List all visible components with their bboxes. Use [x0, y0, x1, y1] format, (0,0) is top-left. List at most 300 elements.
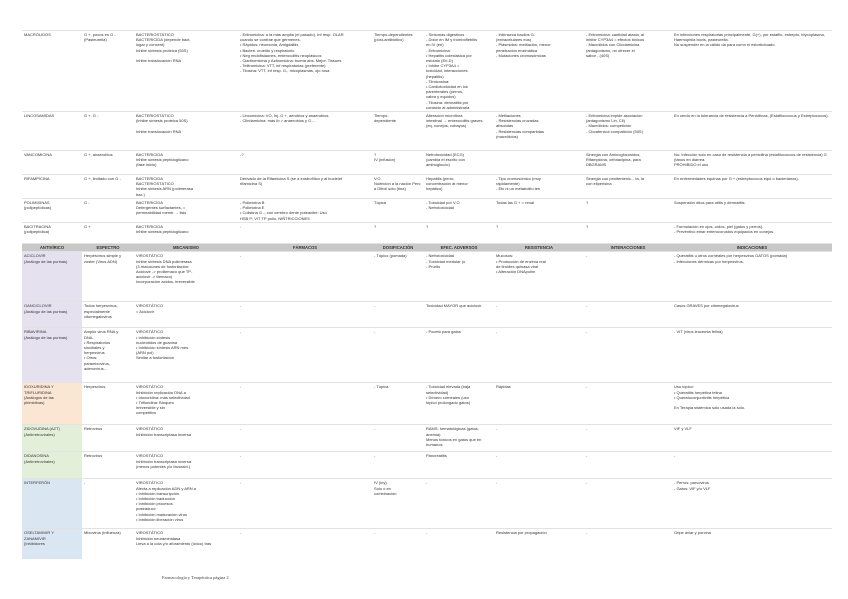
cell-line: -	[240, 303, 242, 309]
cell-dosing	[372, 452, 424, 479]
cell-interactions	[584, 328, 672, 383]
table-row	[22, 479, 832, 529]
cell-drugs	[238, 383, 372, 425]
cell-line: Resistencia por propagación	[496, 530, 547, 536]
cell-line: - Tilmicosina:	[426, 78, 450, 84]
cell-line: Herpesvirus	[84, 384, 106, 390]
cell-interactions	[584, 383, 672, 425]
cell-line: En infecciones respiratorias principalmente, G(+), por estafilo, estrepto, Mycoplasma, Haemophila bovis, pasteurella.	[674, 32, 825, 43]
cell-line: - Macrólidos: competición	[586, 123, 632, 129]
cell-line: -	[496, 426, 498, 432]
cell-dosing	[372, 112, 424, 151]
cell-line: - Nefrotoxicidad	[426, 205, 455, 211]
cell-line: (hepatitis)	[426, 73, 444, 79]
cell-line: paramixovirus,	[84, 360, 111, 366]
cell-line: VIROSTÁTICO	[136, 253, 164, 259]
cell-line: BACTERICIDA	[136, 200, 163, 206]
cell-drug-name	[22, 383, 82, 425]
cell-line: -	[240, 253, 242, 259]
cell-line: rápidamente)	[496, 181, 520, 187]
cell-dosing	[372, 175, 424, 199]
cell-drugs	[238, 175, 372, 199]
cell-line: (polipeptídica)	[24, 229, 50, 235]
cell-line: combinación	[374, 490, 397, 496]
cell-interactions	[584, 222, 672, 243]
cell-line: VANCOMICINA	[24, 152, 52, 158]
cell-line: -	[586, 453, 588, 459]
cell-line: (inhibe síntesis proteica 50S)	[136, 118, 188, 124]
cell-line: - Preventivo etnar enterocorustos equipados en conejos.	[674, 229, 775, 235]
cell-line: - Síntomas digestivos	[426, 32, 465, 37]
cell-line: Tiempo-dependientes	[374, 32, 413, 37]
cell-line: ?	[586, 200, 589, 206]
cell-spectrum	[82, 175, 134, 199]
cell-resistance	[494, 252, 584, 302]
antivirals-table	[22, 243, 832, 559]
cell-resistance	[494, 452, 584, 479]
cell-line: BACTERIOSTÁTICO	[136, 181, 174, 187]
cell-line: • Inhibición transcripción	[136, 490, 180, 496]
cell-indications	[672, 252, 832, 302]
cell-line: ?	[374, 223, 377, 229]
cell-drug-name	[22, 479, 82, 529]
cell-line: Suspensión ótica para otitis y dermatitis.	[674, 200, 746, 206]
cell-line: - Queratitis u otros corneales por herpesvirus GATOS (pomada)	[674, 253, 788, 259]
cell-line: aciclovir -> fármaco)	[136, 274, 173, 280]
cell-dosing	[372, 252, 424, 302]
cell-drug-name	[22, 199, 82, 223]
header-mechanism: MECANISMO	[134, 244, 238, 252]
cell-interactions	[584, 302, 672, 328]
cell-interactions	[584, 452, 672, 479]
cell-line: Alteración microflora	[426, 113, 463, 119]
cell-resistance	[494, 112, 584, 151]
cell-drugs	[238, 151, 372, 175]
cell-line: Inhibición neuraminidasa	[136, 535, 181, 541]
cell-drug-name	[22, 425, 82, 452]
cell-line: postraducc	[136, 506, 156, 512]
cell-line: - Resistencias cruzadas	[496, 118, 539, 124]
cell-indications	[672, 452, 832, 479]
cell-line: • Hepatitis colestásica por	[426, 52, 472, 58]
cell-line: lugar y concent)	[136, 42, 165, 48]
table-row	[22, 452, 832, 479]
cell-line: cabra y equidos)	[426, 94, 456, 100]
cell-line: BACTERICIDA	[136, 223, 163, 229]
table-row	[22, 222, 832, 243]
cell-interactions	[584, 479, 672, 529]
cell-line: TRIFLURIDINA	[24, 389, 52, 395]
header-dosing: DOSIFICACIÓN	[372, 244, 424, 252]
cell-line: En cerdo en la tolerancia de resistencia a Penicilinas, (Estafilococcus y Estreptococos).	[674, 113, 829, 119]
cell-line: Sinergia con Aminoglucósidos,	[586, 152, 641, 158]
cell-line: inhibir CYP3A4 = efectos tóxicos	[586, 37, 645, 43]
cell-resistance	[494, 529, 584, 559]
cell-line: GANCICLOVIR	[24, 303, 52, 309]
cell-line: ?	[586, 223, 589, 229]
cell-indications	[672, 328, 832, 383]
cell-adverse-effects	[424, 479, 494, 529]
cell-interactions	[584, 31, 672, 112]
cell-indications	[672, 529, 832, 559]
cell-line: sincitiales y	[84, 344, 105, 350]
cell-line: (polipeptídicas)	[24, 205, 52, 211]
cell-line: -	[586, 303, 588, 309]
cell-adverse-effects	[424, 328, 494, 383]
cell-line: -	[374, 303, 376, 309]
cell-line: contacto al administrarla	[426, 104, 470, 110]
cell-line: intestinal → enterocolitis graves	[426, 118, 483, 124]
cell-line: Retrovirus	[84, 426, 103, 432]
cell-line: Mucosos:	[496, 253, 514, 259]
cell-line: - Prúrito	[426, 263, 441, 269]
cell-dosing	[372, 328, 424, 383]
pharmacology-sheet	[22, 30, 832, 559]
cell-line: - Eritromicina: a la más amplia (el pasado). Inf resp. OLAR	[240, 32, 344, 37]
cell-line: DBGRAMS	[586, 162, 607, 168]
cell-line: dependiente	[374, 118, 397, 124]
cell-line: - Toxicidad elevada (baja	[426, 384, 471, 390]
cell-line: -	[374, 530, 376, 536]
cell-line: Aciclovir -> profármaco que TP-	[136, 268, 193, 274]
cell-adverse-effects	[424, 302, 494, 328]
cell-spectrum	[82, 383, 134, 425]
cell-line: No suspender en la cálido da para como el estorbotuado.	[674, 42, 776, 48]
cell-dosing	[372, 302, 424, 328]
cell-line: • Dímero corneales (uso	[426, 394, 469, 400]
table-row	[22, 425, 832, 452]
cell-drug-name	[22, 31, 82, 112]
cell-line: -	[374, 453, 376, 459]
cell-interactions	[584, 175, 672, 199]
cell-line: Rápidas	[496, 384, 511, 390]
cell-line: VIROSTÁTICO	[136, 453, 164, 459]
cell-line: - Eritromicina impide asociación	[586, 113, 643, 119]
cell-dosing	[372, 31, 424, 112]
cell-indications	[672, 199, 832, 223]
cell-line: - Formulación en ojos, oídos, piel (gatos y perros).	[674, 223, 764, 229]
cell-resistance	[494, 31, 584, 112]
cell-line: VIROSTÁTICO	[136, 303, 164, 309]
cell-interactions	[584, 252, 672, 302]
cell-line: G -	[84, 200, 90, 206]
cell-line: Incorporación acidos, irreversible	[136, 279, 195, 285]
cell-line: -	[496, 480, 498, 486]
cell-line: aminoglucóc)	[426, 162, 450, 168]
cell-line: Inhibe síntesis DNA polimerasa	[136, 258, 192, 264]
cell-line: - Tópico (pomada)	[374, 253, 407, 259]
cell-drugs	[238, 31, 372, 112]
header-indications: INDICACIONES	[672, 244, 832, 252]
cell-line: No: Infección solo en caso de resistencia a penicilina (estafilococcus de resistencia) G (tanos en diarrea.	[674, 152, 827, 163]
cell-line: ?	[374, 152, 377, 158]
cell-line: hepático)	[426, 186, 443, 192]
table-row	[22, 328, 832, 383]
cell-line: concentración at menor	[426, 181, 468, 187]
cell-line: -	[240, 223, 242, 229]
cell-resistance	[494, 199, 584, 223]
cell-line: Todas las G + = renal	[496, 200, 535, 206]
cell-line: IDOXURIDINA Y	[24, 384, 54, 390]
cell-spectrum	[82, 302, 134, 328]
cell-line: BACTERICIDA	[136, 152, 163, 158]
cell-line: (Análogo de las purinas)	[24, 258, 68, 264]
cell-line: • Trifluridina: Bloqueo	[136, 399, 174, 405]
cell-line: Uso tópico:	[674, 384, 695, 390]
cell-line: Hepatitis (perro,	[426, 176, 455, 182]
cell-adverse-effects	[424, 222, 494, 243]
cell-line: -	[426, 530, 428, 536]
cell-line: VIF y VLF	[674, 426, 692, 432]
cell-line: -	[240, 426, 242, 432]
cell-dosing	[372, 199, 424, 223]
cell-line: VIROSTÁTICO	[136, 480, 164, 486]
cell-line: Similar a fosforilación	[136, 355, 175, 361]
cell-line: BACTERICIDA (depende bact,	[136, 37, 191, 43]
cell-line: Tiempo-	[374, 113, 389, 119]
header-adverse-effects: EFEC. ADVERSOS	[424, 244, 494, 252]
cell-line: Pancreatitis	[426, 453, 447, 459]
cell-line: VIROSTÁTICO	[136, 384, 164, 390]
cell-line: • Inhibición síntesis	[136, 334, 171, 340]
cell-line: Nefrotoxicidad (ECG)	[426, 152, 465, 158]
cell-indications	[672, 222, 832, 243]
cell-line: Inhibición transcriptasa inversa	[136, 431, 191, 437]
cell-line: ?	[426, 223, 429, 229]
header-drug-name: ANTIVÍRICO	[22, 244, 82, 252]
cell-dosing	[372, 151, 424, 175]
cell-drug-name	[22, 328, 82, 383]
cell-line: - Etc ni un metabolito tes	[496, 186, 541, 192]
cell-spectrum	[82, 112, 134, 151]
cell-line: - Metilaciones	[496, 113, 521, 119]
cell-line: LINCOSAMIDAS	[24, 113, 55, 119]
cell-line: Nuitrición a la nación Perc	[374, 181, 421, 187]
cell-indications	[672, 302, 832, 328]
cell-drugs	[238, 479, 372, 529]
cell-line: absolutas	[496, 123, 514, 129]
cell-spectrum	[82, 222, 134, 243]
cell-line: VIROSTÁTICO	[136, 329, 164, 335]
cell-line: En enfermedades equinas por G + (estreptococos equi o bacterianos).	[674, 176, 799, 182]
table-row	[22, 112, 832, 151]
cell-resistance	[494, 328, 584, 383]
cell-line: Mixovirus (influenza)	[84, 530, 121, 536]
cell-dosing	[372, 425, 424, 452]
cell-line: G +, pocos en G -	[84, 32, 116, 37]
cell-line: INTERFERÓN	[24, 480, 50, 486]
cell-line: G +, limitado con G -	[84, 176, 121, 182]
cell-line: -	[240, 480, 242, 486]
cell-line: • Idoxuridina: más selectividad	[136, 394, 190, 400]
cell-line: con eliperisina	[586, 181, 612, 187]
cell-line: DIDANOSINA	[24, 453, 49, 459]
cell-line: nucleótidos de guanina	[136, 339, 178, 345]
cell-line: (extracelulares eus)	[496, 37, 532, 43]
cell-line: • Queratitis herpética felina	[674, 389, 722, 395]
cell-line: -	[240, 453, 242, 459]
cell-line: - Intrínseca bacilos G-	[496, 32, 536, 37]
cell-line: • Inhibición traducción	[136, 495, 175, 501]
cell-line: (Inhibidores	[24, 540, 45, 546]
cell-line: citomegalovirus	[84, 313, 112, 319]
cell-mechanism	[134, 328, 238, 383]
cell-adverse-effects	[424, 452, 494, 479]
table-row	[22, 175, 832, 199]
cell-interactions	[584, 112, 672, 151]
antibiotics-table	[22, 30, 832, 243]
cell-mechanism	[134, 112, 238, 151]
table-row	[22, 151, 832, 175]
cell-line: toxicidad, interacciones	[426, 68, 468, 74]
cell-mechanism	[134, 479, 238, 529]
cell-drug-name	[22, 151, 82, 175]
cell-drugs	[238, 302, 372, 328]
cell-line: -	[426, 480, 428, 486]
cell-line: - Toxicidad medular (o	[426, 258, 466, 264]
cell-line: Tópica	[374, 200, 387, 206]
header-drugs: FÁRMACOS	[238, 244, 372, 252]
cell-line: • Bacteri. cruelito y respiratorio	[240, 47, 295, 53]
cell-line: (3 reacciones de fosforilación:	[136, 263, 190, 269]
cell-indications	[672, 425, 832, 452]
cell-line: - Plásmidos: metilación, menor	[496, 42, 551, 48]
cell-line: - Tipo cromosómico (muy	[496, 176, 541, 182]
cell-mechanism	[134, 302, 238, 328]
cell-line: humanos	[426, 441, 443, 447]
cell-line: • Inhibición liberación virus	[136, 516, 184, 522]
cell-adverse-effects	[424, 151, 494, 175]
cell-line: tópico prolongado gatos)	[426, 399, 471, 405]
cell-line: adenovirus...	[84, 365, 107, 371]
cell-line: (Análogo de las purinas)	[24, 334, 68, 340]
cell-drugs	[238, 328, 372, 383]
cell-line: RAMS: hematológicas (gatos,	[426, 426, 479, 432]
cell-line: (antagonismo Lin, Cli)	[586, 118, 625, 124]
cell-mechanism	[134, 31, 238, 112]
cell-line: VIROSTÁTICO	[136, 426, 164, 432]
cell-line: DNA.	[84, 334, 94, 340]
cell-line: - Macrólidos con Clindamicina	[586, 42, 640, 48]
cell-line: (cambia el escrito con	[426, 157, 465, 163]
table-row	[22, 199, 832, 223]
cell-line: - Lincomicina: VO, Inj. G +, aerobios y anaerobios.	[240, 113, 330, 119]
cell-adverse-effects	[424, 199, 494, 223]
cell-line: Inhibición transcriptasa inversa	[136, 458, 191, 464]
cell-line: HSB P; VIT TP pollo, NIÑTRICCIONES	[240, 215, 310, 221]
cell-line: - Pocetó para gatos	[426, 329, 461, 335]
cell-interactions	[584, 529, 672, 559]
cell-line: pirimidinas)	[24, 399, 45, 405]
cell-line: Sinergia con penitentenic... ta, la	[586, 176, 645, 182]
cell-drug-name	[22, 529, 82, 559]
cell-line: penetración enzimática	[496, 47, 538, 53]
table-row	[22, 31, 832, 112]
cell-line: - Toxicidad por V.O	[426, 200, 460, 206]
cell-resistance	[494, 479, 584, 529]
cell-line: RIBAVIRINA	[24, 329, 47, 335]
cell-line: -	[586, 253, 588, 259]
cell-adverse-effects	[424, 175, 494, 199]
cell-resistance	[494, 175, 584, 199]
cell-line: IV (infusión)	[374, 157, 396, 163]
cell-line: • Alteración DNApolim	[496, 268, 536, 274]
cell-line: Inhibición replicación DNA a	[136, 389, 186, 395]
cell-line: V.O.	[374, 176, 382, 182]
cell-line: (macrólidos)	[496, 133, 519, 139]
cell-line: POLIMIXINAS	[24, 200, 50, 206]
cell-line: estolato (Eri-D)	[426, 58, 453, 64]
cell-line: (Antirretrovirales)	[24, 431, 55, 437]
cell-spectrum	[82, 252, 134, 302]
cell-line: - Eritromicina:	[426, 47, 451, 53]
cell-line: cuando se contrae que gérmenes.	[240, 37, 301, 43]
cell-line: • Rápidos: neomonia, Amigdalitis	[240, 42, 299, 48]
cell-line: Todos herpesvirus,	[84, 303, 118, 309]
cell-line: irreversible y sin	[136, 405, 165, 411]
cell-line: a Difícil sólo (tina)	[374, 186, 406, 192]
cell-spectrum	[82, 199, 134, 223]
cell-adverse-effects	[424, 529, 494, 559]
cell-line: - Perros: parvovirus	[674, 480, 709, 486]
cell-line: (eq, conejos, cobayos)	[426, 123, 467, 129]
cell-line: - Telitromicina: VTT, inf respiratorias (preferente)	[240, 63, 326, 69]
header-interactions: INTERACCIONES	[584, 244, 672, 252]
cell-line: - Resistencias compartidas	[496, 128, 545, 134]
cell-drug-name	[22, 112, 82, 151]
cell-line: -	[586, 384, 588, 390]
cell-line: Inhibe síntesis peptidoglicano	[136, 157, 189, 163]
cell-line: - Infecciones dérmicas por herpesvirus.	[674, 258, 744, 264]
cell-line: Casos GRAVES por citomegalovirus	[674, 303, 739, 309]
cell-mechanism	[134, 529, 238, 559]
cell-spectrum	[82, 31, 134, 112]
cell-line: • Inhibición síntesis ARN mes	[136, 344, 189, 350]
cell-line: RIFAMPICINA	[24, 176, 50, 182]
table-row	[22, 252, 832, 302]
cell-line: - VIT (virus leucemia felina)	[674, 329, 723, 335]
cell-line: - Mutaciones cromosómicas	[496, 52, 546, 58]
cell-line: Inhibe síntesis ARN (polimerasa	[136, 186, 193, 192]
cell-line: (ARN pol)	[136, 350, 154, 356]
cell-drugs	[238, 199, 372, 223]
cell-mechanism	[134, 425, 238, 452]
cell-line: -	[240, 384, 242, 390]
cell-line: - Clindamicina: más Ib > anaerobios y G -.	[240, 118, 315, 124]
cell-line: -	[586, 480, 588, 486]
cell-mechanism	[134, 452, 238, 479]
cell-line: de tiroides quinasa viral	[496, 263, 539, 269]
cell-line: (Antirretrovirales)	[24, 458, 55, 464]
cell-line: ZANAMIVIR	[24, 535, 46, 541]
cell-line: = Aciclovir	[136, 308, 155, 314]
cell-line: (menos potentes y/o favorabl.)	[136, 463, 191, 469]
cell-line: - Eritromicina: cantidad ataxia, al	[586, 32, 645, 37]
cell-line: (post-antibiótico)	[374, 37, 404, 43]
cell-line: • Otros:	[84, 355, 98, 361]
cell-drug-name	[22, 302, 82, 328]
cell-line: - Tilosina: VTT, inf resp. G-, micoplasmas, ojo rosa	[240, 68, 330, 74]
cell-line: - Clorafenicol compatición (50S)	[586, 128, 643, 134]
cell-line: -	[586, 426, 588, 432]
cell-line: Gripe aviar y porcina	[674, 530, 711, 536]
cell-line: -	[374, 426, 376, 432]
cell-line: Amplio virus RNA y	[84, 329, 119, 335]
cell-line: -	[84, 480, 86, 486]
cell-line: G +, anaerobios	[84, 152, 113, 158]
cell-line: BACTERIOSTÁTICO	[136, 32, 174, 37]
cell-line: (fase inicio)	[136, 162, 157, 168]
